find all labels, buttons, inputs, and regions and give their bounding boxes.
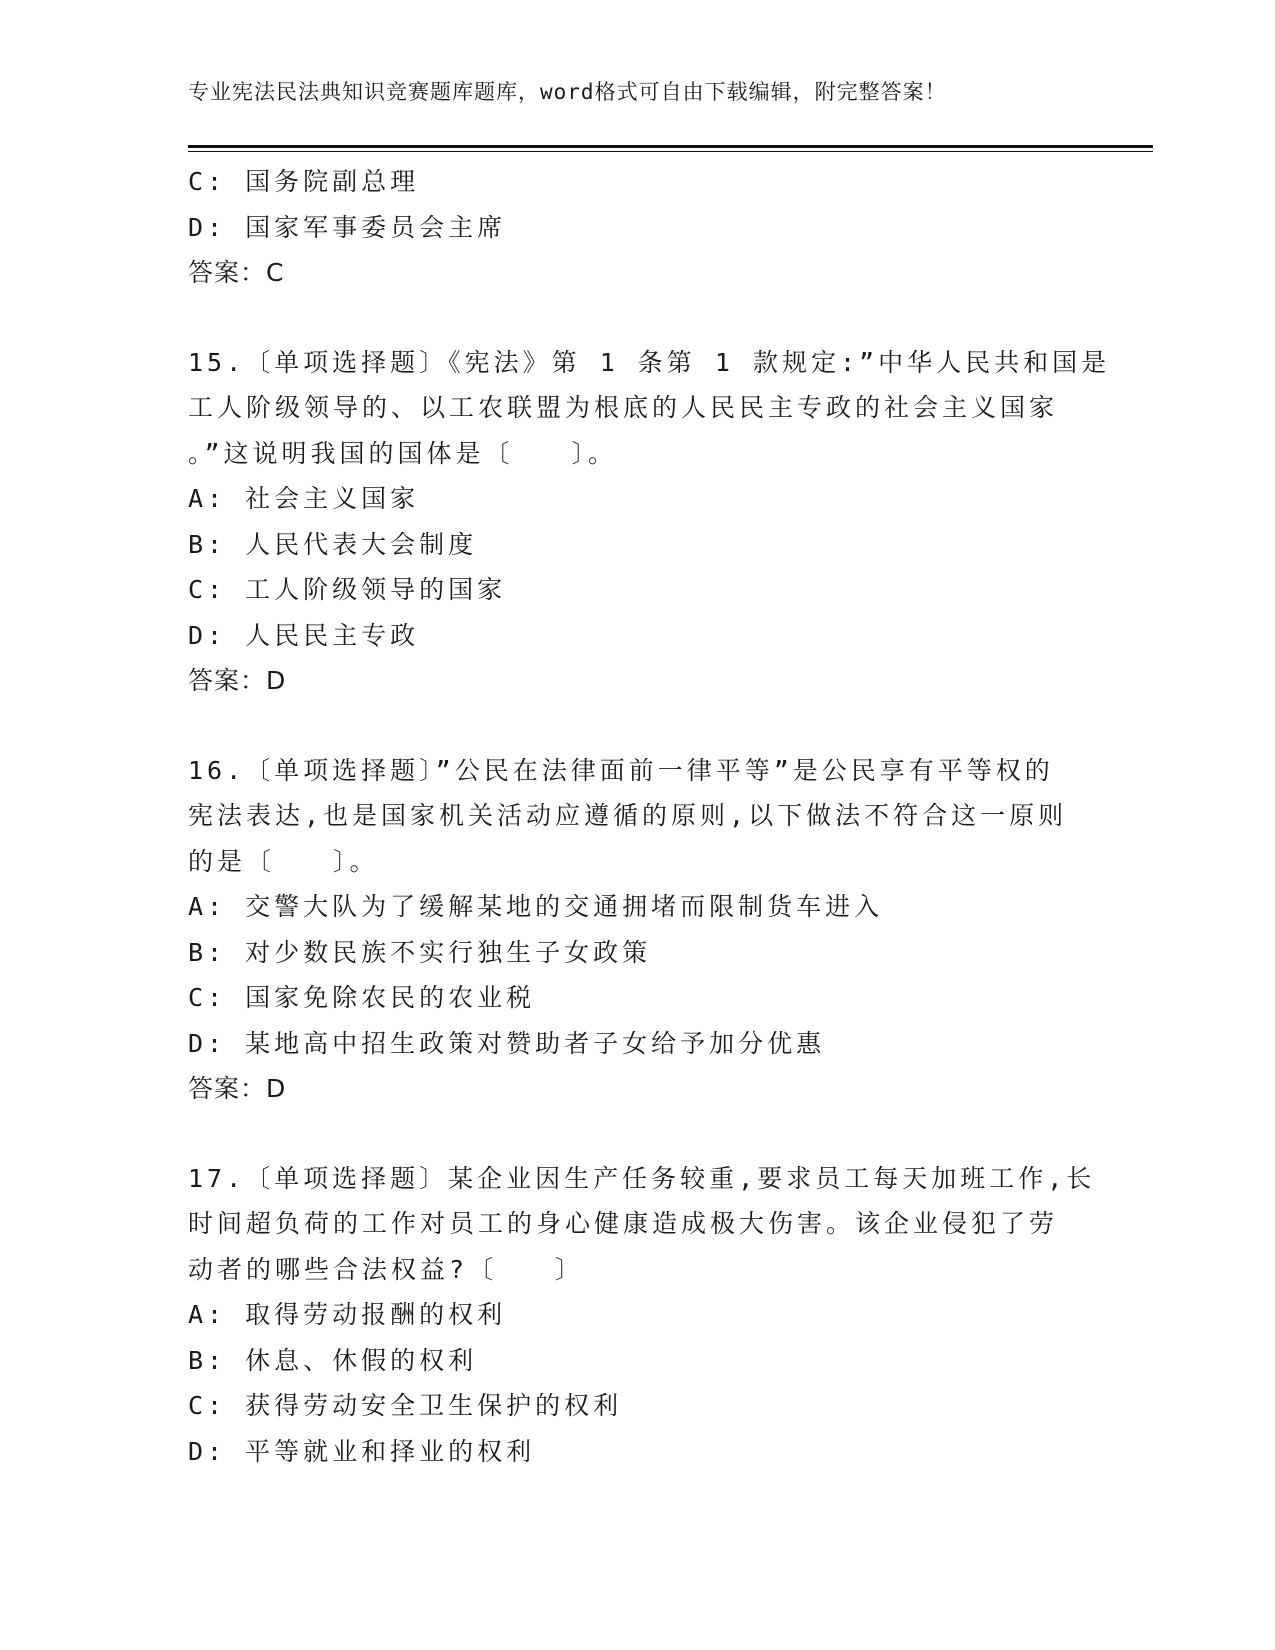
option-b: B: 休息、休假的权利 [188,1345,478,1375]
option-b: B: 人民代表大会制度 [188,529,478,559]
question-stem-line: 动者的哪些合法权益?〔 〕 [188,1254,585,1284]
option-d: D: 人民民主专政 [188,620,420,650]
question-17 [188,1156,1096,1475]
option-d: D: 平等就业和择业的权利 [188,1436,536,1466]
question-stem-line: 17.〔单项选择题〕某企业因生产任务较重,要求员工每天加班工作,长 [188,1163,1096,1193]
question-stem-line: 。”这说明我国的国体是〔 〕。 [188,438,618,468]
answer-line: 答案：D [188,1074,287,1103]
option-a: A: 取得劳动报酬的权利 [188,1300,507,1329]
page-header: 专业宪法民法典知识竞赛题库题库，word格式可自由下载编辑，附完整答案！ [188,80,947,104]
option-c: C: 工人阶级领导的国家 [188,575,507,604]
option-c: C: 获得劳动安全卫生保护的权利 [188,1391,623,1420]
question-stem-line: 16.〔单项选择题〕”公民在法律面前一律平等”是公民享有平等权的 [188,755,1054,785]
question-15 [188,340,1111,704]
question-content [188,159,1111,1474]
option-a: A: 社会主义国家 [188,484,420,513]
option-d: D: 国家军事委员会主席 [188,212,507,242]
option-a: A: 交警大队为了缓解某地的交通拥堵而限制货车进入 [188,892,884,921]
previous-question-tail [188,159,1088,296]
question-stem-line: 时间超负荷的工作对员工的身心健康造成极大伤害。该企业侵犯了劳 [188,1209,1059,1238]
question-stem-line: 宪法表达,也是国家机关活动应遵循的原则,以下做法不符合这一原则 [188,801,1068,830]
header-rule-thick [188,145,1153,148]
question-stem-line: 的是〔 〕。 [188,846,379,876]
spacer [188,704,1088,748]
option-c: C: 国务院副总理 [188,167,420,196]
option-d: D: 某地高中招生政策对赞助者子女给予加分优惠 [188,1028,826,1058]
option-c: C: 国家免除农民的农业税 [188,983,536,1012]
option-b: B: 对少数民族不实行独生子女政策 [188,937,652,967]
question-16 [188,748,1088,1112]
header-rule-thin [188,151,1153,152]
answer-line: 答案：C [188,258,285,287]
spacer [188,1112,1088,1156]
answer-line: 答案：D [188,666,287,695]
question-stem-line: 工人阶级领导的、以工农联盟为根底的人民民主专政的社会主义国家 [188,393,1059,422]
question-stem-line: 15.〔单项选择题〕《宪法》第 1 条第 1 款规定:”中华人民共和国是 [188,347,1111,377]
spacer [188,296,1088,340]
